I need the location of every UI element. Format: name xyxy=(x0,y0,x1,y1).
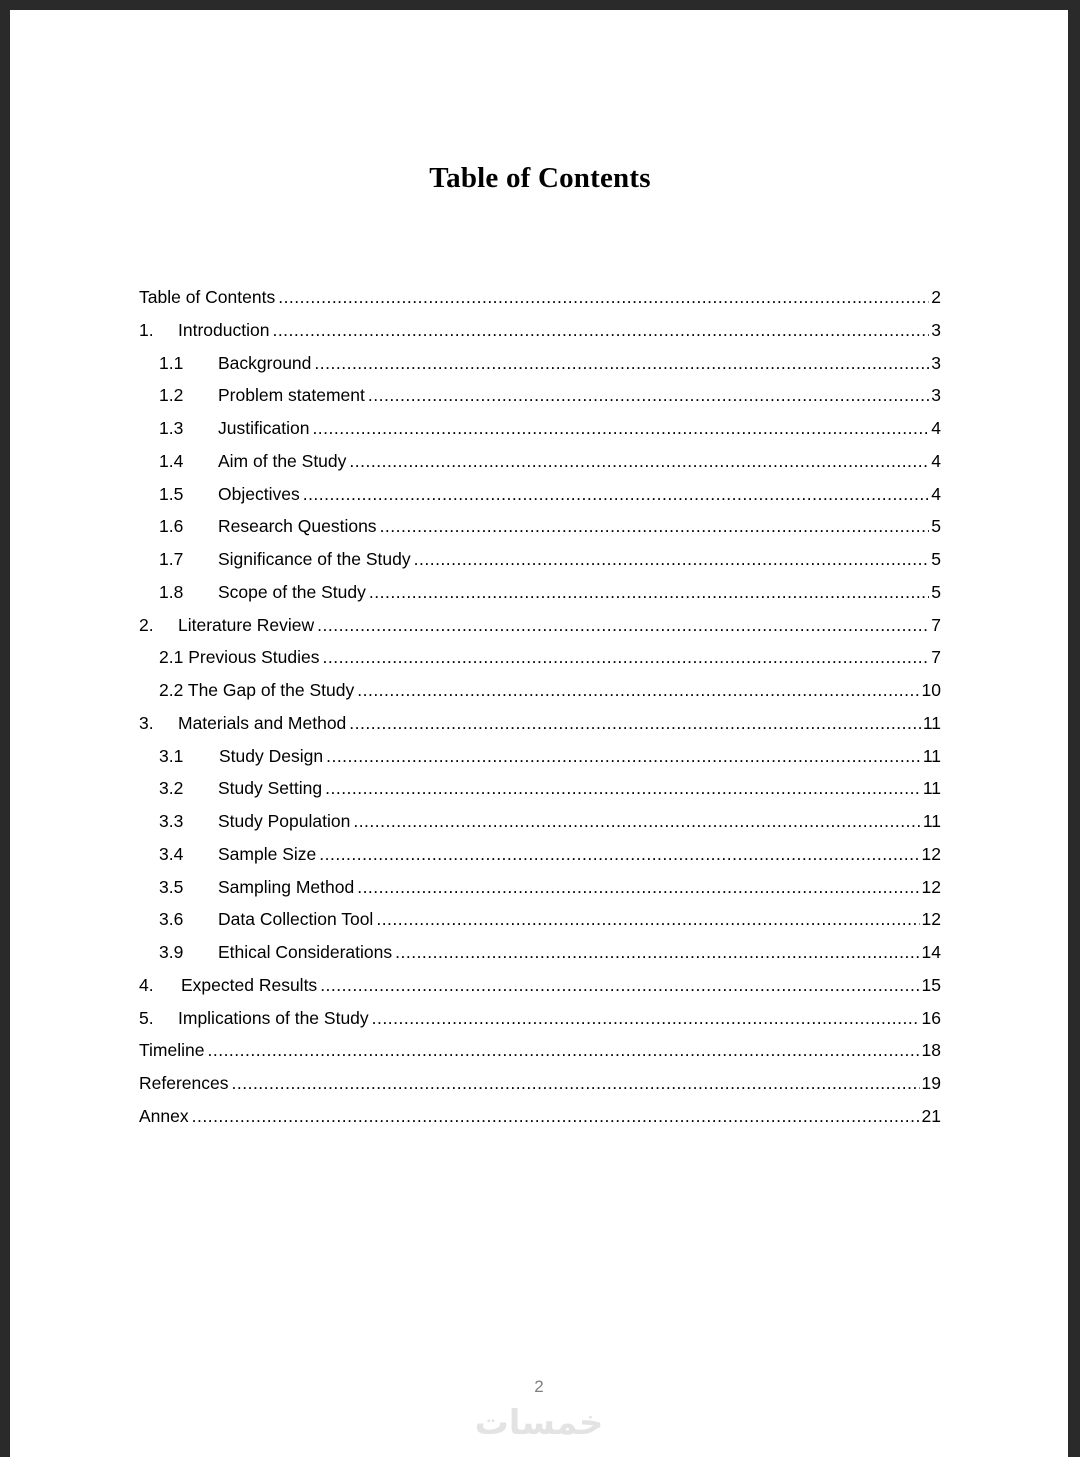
toc-entry-title: Sampling Method xyxy=(218,876,355,897)
toc-entry[interactable] xyxy=(139,746,941,779)
toc-entry-page: 12 xyxy=(921,843,941,864)
toc-entry-title: Annex xyxy=(139,1105,189,1126)
toc-entry[interactable] xyxy=(139,1040,941,1073)
toc-entry-title: 2.1 Previous Studies xyxy=(159,647,320,668)
toc-entry-title: Timeline xyxy=(139,1040,205,1061)
toc-dot-leader xyxy=(303,484,930,505)
toc-entry-title: Literature Review xyxy=(178,614,315,635)
toc-entry-number: 5. xyxy=(139,1007,154,1028)
toc-dot-leader xyxy=(325,778,921,799)
toc-dot-leader xyxy=(278,287,929,308)
toc-entry-title: Background xyxy=(218,352,312,373)
table-of-contents xyxy=(139,287,941,1139)
toc-entry-number: 1.7 xyxy=(159,549,184,569)
toc-dot-leader xyxy=(320,975,919,996)
toc-entry-number: 1. xyxy=(139,319,154,340)
toc-entry[interactable] xyxy=(139,877,941,910)
toc-entry-number: 3. xyxy=(139,712,154,733)
toc-entry-page: 14 xyxy=(921,942,941,962)
toc-entry-page: 3 xyxy=(931,319,941,340)
toc-entry-page: 21 xyxy=(921,1105,941,1126)
toc-entry[interactable] xyxy=(139,844,941,877)
toc-entry[interactable] xyxy=(139,582,941,615)
toc-entry-page: 11 xyxy=(922,745,941,766)
toc-entry-title: Scope of the Study xyxy=(218,581,366,602)
toc-entry-number: 4. xyxy=(139,974,154,995)
toc-entry-page: 7 xyxy=(931,614,941,635)
toc-entry-page: 11 xyxy=(922,778,941,799)
toc-entry-title: Implications of the Study xyxy=(178,1007,369,1028)
document-page xyxy=(10,10,1068,1457)
toc-entry-page: 12 xyxy=(921,876,941,897)
toc-entry-number: 1.6 xyxy=(159,516,184,537)
page-title: Table of Contents xyxy=(429,162,651,194)
toc-entry-number: 1.5 xyxy=(159,483,184,504)
toc-entry-page: 7 xyxy=(931,647,941,668)
toc-entry-title: Materials and Method xyxy=(178,712,347,733)
toc-dot-leader xyxy=(380,516,930,537)
toc-entry-number: 3.5 xyxy=(159,876,184,897)
toc-entry-page: 11 xyxy=(922,811,941,831)
toc-entry-number: 1.2 xyxy=(159,385,184,406)
toc-entry-page: 4 xyxy=(931,418,941,438)
toc-entry[interactable] xyxy=(139,713,941,746)
toc-dot-leader xyxy=(414,549,930,570)
toc-entry[interactable] xyxy=(139,385,941,418)
toc-entry-title: Aim of the Study xyxy=(218,450,347,471)
toc-entry[interactable] xyxy=(139,778,941,811)
toc-entry-number: 3.3 xyxy=(159,811,184,831)
toc-entry-number: 3.2 xyxy=(159,778,184,799)
toc-entry-title: Introduction xyxy=(178,319,270,340)
toc-entry-page: 5 xyxy=(931,516,941,537)
toc-entry-title: Research Questions xyxy=(218,516,377,537)
toc-dot-leader xyxy=(232,1073,920,1094)
toc-entry[interactable] xyxy=(139,484,941,517)
toc-entry[interactable] xyxy=(139,975,941,1008)
toc-entry-title: Problem statement xyxy=(218,385,365,406)
toc-dot-leader xyxy=(314,353,929,374)
toc-entry-number: 3.9 xyxy=(159,942,184,962)
toc-entry-page: 11 xyxy=(922,712,941,733)
toc-entry-page: 10 xyxy=(921,680,941,700)
toc-dot-leader xyxy=(368,385,929,406)
toc-entry-page: 18 xyxy=(921,1040,941,1061)
toc-entry-page: 4 xyxy=(931,483,941,504)
toc-entry-title: Study Design xyxy=(219,745,324,766)
toc-entry[interactable] xyxy=(139,451,941,484)
toc-entry[interactable] xyxy=(139,353,941,386)
toc-entry-title: Significance of the Study xyxy=(218,549,411,569)
toc-entry-number: 3.1 xyxy=(159,745,184,766)
toc-entry-page: 4 xyxy=(931,450,941,471)
toc-entry[interactable] xyxy=(139,615,941,648)
toc-entry-number: 2. xyxy=(139,614,154,635)
toc-entry[interactable] xyxy=(139,1073,941,1106)
toc-entry-title: Study Setting xyxy=(218,778,323,799)
toc-entry[interactable] xyxy=(139,418,941,451)
toc-entry-page: 5 xyxy=(931,581,941,602)
toc-entry[interactable] xyxy=(139,516,941,549)
toc-entry-number: 3.4 xyxy=(159,843,184,864)
toc-dot-leader xyxy=(376,909,919,930)
toc-entry-title: Sample Size xyxy=(218,843,317,864)
toc-entry-title: Ethical Considerations xyxy=(218,942,393,962)
toc-entry[interactable] xyxy=(139,680,941,713)
toc-dot-leader xyxy=(353,811,921,832)
toc-entry-title: Data Collection Tool xyxy=(218,909,374,930)
toc-entry-number: 3.6 xyxy=(159,909,184,930)
toc-entry[interactable] xyxy=(139,909,941,942)
toc-entry-number: 1.8 xyxy=(159,581,184,602)
toc-dot-leader xyxy=(319,844,919,865)
toc-dot-leader xyxy=(349,451,929,472)
toc-entry[interactable] xyxy=(139,1106,941,1139)
toc-dot-leader xyxy=(395,942,919,963)
toc-entry-page: 3 xyxy=(931,352,941,373)
toc-entry-page: 16 xyxy=(921,1007,941,1028)
toc-dot-leader xyxy=(192,1106,920,1127)
toc-entry[interactable] xyxy=(139,287,941,320)
toc-dot-leader xyxy=(357,877,919,898)
toc-entry-page: 2 xyxy=(931,287,941,307)
toc-entry[interactable] xyxy=(139,942,941,975)
toc-entry-title: Objectives xyxy=(218,483,300,504)
toc-entry-title: 2.2 The Gap of the Study xyxy=(159,680,355,700)
toc-entry-page: 3 xyxy=(931,385,941,406)
toc-entry[interactable] xyxy=(139,549,941,582)
toc-dot-leader xyxy=(369,582,929,603)
toc-entry[interactable] xyxy=(139,811,941,844)
toc-dot-leader xyxy=(349,713,921,734)
toc-dot-leader xyxy=(317,615,929,636)
toc-entry-title: Justification xyxy=(218,418,310,438)
toc-dot-leader xyxy=(272,320,929,341)
page-number: 2 xyxy=(534,1377,544,1396)
toc-dot-leader xyxy=(326,746,921,767)
toc-entry-title: Expected Results xyxy=(181,974,318,995)
toc-entry-title: References xyxy=(139,1073,229,1093)
toc-entry[interactable] xyxy=(139,320,941,353)
toc-entry[interactable] xyxy=(139,647,941,680)
toc-entry-title: Table of Contents xyxy=(139,287,276,307)
toc-entry-page: 15 xyxy=(921,974,941,995)
toc-dot-leader xyxy=(357,680,919,701)
toc-dot-leader xyxy=(323,647,930,668)
toc-entry-title: Study Population xyxy=(218,811,351,831)
toc-entry-page: 19 xyxy=(921,1073,941,1093)
toc-entry-number: 1.1 xyxy=(159,352,184,373)
toc-entry-page: 12 xyxy=(921,909,941,930)
toc-dot-leader xyxy=(372,1008,920,1029)
watermark-logo: خمسات xyxy=(474,1404,604,1442)
toc-entry-number: 1.3 xyxy=(159,418,184,438)
toc-entry-page: 5 xyxy=(931,549,941,569)
toc-dot-leader xyxy=(312,418,929,439)
toc-entry-number: 1.4 xyxy=(159,450,184,471)
toc-dot-leader xyxy=(207,1040,919,1061)
toc-entry[interactable] xyxy=(139,1008,941,1041)
